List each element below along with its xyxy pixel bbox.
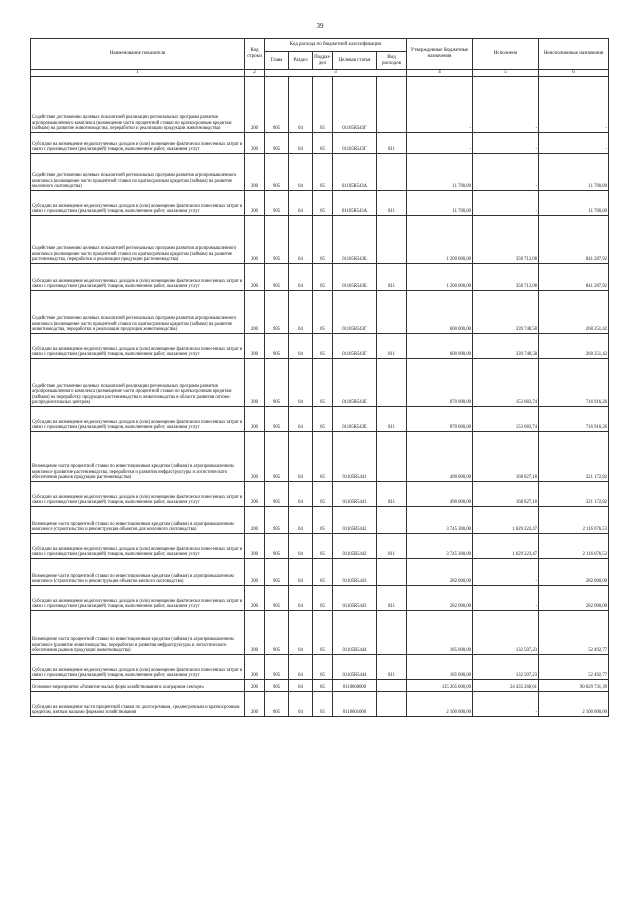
cell-indicator-name: Субсидии на возмещение недополученных доходов и (или) возмещение фактически понесенных затрат в связи с производством (реализацией) товаров, выполнением работ, оказанием услуг <box>31 407 245 432</box>
cell-approved: 3 745 300,00 <box>407 507 473 534</box>
cell-expense-type <box>377 611 407 655</box>
table-row <box>31 482 609 507</box>
cell-indicator-name: Содействие достижению целевых показателей региональных программ развития агропромышленного комплекса (возмещение части процентной ставки по краткосрочным кредитам (займам) на развитие животноводства, переработки и реализации продукции животноводства) <box>31 291 245 334</box>
header-razdel: Раздел <box>289 52 313 70</box>
cell-approved: - <box>407 77 473 133</box>
cell-podrazdel: 05 <box>313 534 333 559</box>
cell-line-code: 200 <box>245 507 265 534</box>
table-row <box>31 507 609 534</box>
cell-expense-type <box>377 680 407 692</box>
table-row <box>31 216 609 264</box>
cell-line-code: 200 <box>245 692 265 717</box>
cell-glava: 905 <box>265 77 289 133</box>
cell-executed: - <box>473 559 539 586</box>
cell-glava: 905 <box>265 133 289 154</box>
cell-unexecuted: - <box>539 133 609 154</box>
cell-podrazdel: 05 <box>313 611 333 655</box>
cell-razdel: 04 <box>289 507 313 534</box>
cell-executed: 339 748,58 <box>473 334 539 359</box>
cell-razdel: 04 <box>289 559 313 586</box>
cell-expense-type <box>377 291 407 334</box>
cell-line-code: 200 <box>245 133 265 154</box>
cell-expense-type: 811 <box>377 482 407 507</box>
cell-indicator-name: Возмещение части процентной ставки по инвестиционным кредитам (займам) в агропромышленном комплексе (строительство и реконструкция объектов для молочного скотоводства) <box>31 507 245 534</box>
cell-executed: 24 435 268,61 <box>473 680 539 692</box>
cell-podrazdel: 05 <box>313 432 333 482</box>
cell-razdel: 04 <box>289 534 313 559</box>
cell-line-code: 200 <box>245 482 265 507</box>
table-row <box>31 655 609 680</box>
column-number: 5 <box>473 70 539 77</box>
table-row <box>31 334 609 359</box>
cell-razdel: 04 <box>289 216 313 264</box>
header-glava: Глава <box>265 52 289 70</box>
cell-target-article: 01105R543Е <box>333 407 377 432</box>
cell-line-code: 200 <box>245 407 265 432</box>
header-line-code: Код строки <box>245 39 265 70</box>
header-budget-classification: Код расхода по бюджетной классификации <box>265 39 407 52</box>
cell-indicator-name: Субсидии на возмещение недополученных доходов и (или) возмещение фактически понесенных затрат в связи с производством (реализацией) товаров, выполнением работ, оказанием услуг <box>31 482 245 507</box>
cell-razdel: 04 <box>289 655 313 680</box>
cell-line-code: 200 <box>245 154 265 191</box>
cell-podrazdel: 05 <box>313 507 333 534</box>
cell-expense-type: 811 <box>377 334 407 359</box>
cell-executed: 168 827,18 <box>473 432 539 482</box>
cell-executed: 1 629 223,47 <box>473 534 539 559</box>
cell-target-article: 01105R5441 <box>333 482 377 507</box>
cell-executed: - <box>473 154 539 191</box>
table-row <box>31 77 609 133</box>
cell-expense-type: 811 <box>377 191 407 216</box>
cell-line-code: 200 <box>245 191 265 216</box>
cell-indicator-name: Содействие достижению целевых показателей региональных программ развития агропромышленного комплекса (возмещение части процентной ставки по краткосрочным кредитам (займам) на развитие молочного скотоводства) <box>31 154 245 191</box>
table-row <box>31 359 609 407</box>
header-approved: Утвержденные бюджетные назначения <box>407 39 473 70</box>
cell-podrazdel: 05 <box>313 586 333 611</box>
table-row <box>31 291 609 334</box>
cell-approved: 282 000,00 <box>407 559 473 586</box>
cell-target-article: 01105R543Б <box>333 216 377 264</box>
column-number: 4 <box>407 70 473 77</box>
cell-podrazdel: 05 <box>313 264 333 291</box>
cell-expense-type <box>377 507 407 534</box>
cell-expense-type <box>377 154 407 191</box>
cell-line-code: 200 <box>245 655 265 680</box>
header-executed: Исполнено <box>473 39 539 70</box>
column-number: 1 <box>31 70 245 77</box>
cell-podrazdel: 05 <box>313 216 333 264</box>
cell-approved: 3 745 300,00 <box>407 534 473 559</box>
cell-expense-type: 811 <box>377 586 407 611</box>
table-row <box>31 611 609 655</box>
cell-indicator-name: Возмещение части процентной ставки по инвестиционным кредитам (займам) в агропромышленном комплексе (строительство и реконструкция объектов мясного скотоводства) <box>31 559 245 586</box>
table-row <box>31 133 609 154</box>
cell-executed: - <box>473 133 539 154</box>
column-number: 3 <box>265 70 407 77</box>
cell-approved: - <box>407 133 473 154</box>
cell-unexecuted: 841 287,92 <box>539 264 609 291</box>
cell-razdel: 04 <box>289 291 313 334</box>
cell-indicator-name: Субсидии на возмещение недополученных доходов и (или) возмещение фактически понесенных затрат в связи с производством (реализацией) товаров, выполнением работ, оказанием услуг <box>31 133 245 154</box>
header-indicator-name: Наименование показателя <box>31 39 245 70</box>
cell-executed: 132 507,23 <box>473 611 539 655</box>
cell-podrazdel: 05 <box>313 680 333 692</box>
cell-unexecuted: 2 116 076,53 <box>539 507 609 534</box>
cell-glava: 905 <box>265 154 289 191</box>
cell-podrazdel: 05 <box>313 359 333 407</box>
cell-glava: 905 <box>265 216 289 264</box>
cell-glava: 905 <box>265 264 289 291</box>
cell-expense-type <box>377 559 407 586</box>
cell-glava: 905 <box>265 432 289 482</box>
cell-podrazdel: 05 <box>313 334 333 359</box>
cell-approved: 2 100 000,00 <box>407 692 473 717</box>
cell-executed: 168 827,18 <box>473 482 539 507</box>
cell-expense-type <box>377 77 407 133</box>
table-body <box>31 77 609 717</box>
cell-target-article: 01105R5444 <box>333 611 377 655</box>
cell-podrazdel: 05 <box>313 191 333 216</box>
cell-podrazdel: 05 <box>313 692 333 717</box>
cell-expense-type: 811 <box>377 133 407 154</box>
cell-indicator-name: Субсидии на возмещение недополученных доходов и (или) возмещение фактически понесенных затрат в связи с производством (реализацией) товаров, выполнением работ, оказанием услуг <box>31 586 245 611</box>
cell-indicator-name: Субсидии на возмещение недополученных доходов и (или) возмещение фактически понесенных затрат в связи с производством (реализацией) товаров, выполнением работ, оказанием услуг <box>31 655 245 680</box>
cell-razdel: 04 <box>289 359 313 407</box>
cell-razdel: 04 <box>289 154 313 191</box>
cell-line-code: 200 <box>245 264 265 291</box>
cell-executed: 153 083,74 <box>473 407 539 432</box>
cell-expense-type <box>377 432 407 482</box>
cell-line-code: 200 <box>245 291 265 334</box>
table-row <box>31 432 609 482</box>
cell-target-article: 01105R543Г <box>333 334 377 359</box>
cell-approved: 490 000,00 <box>407 432 473 482</box>
cell-indicator-name: Субсидии на возмещение недополученных доходов и (или) возмещение фактически понесенных затрат в связи с производством (реализацией) товаров, выполнением работ, оказанием услуг <box>31 264 245 291</box>
cell-indicator-name: Субсидии на возмещение недополученных доходов и (или) возмещение фактически понесенных затрат в связи с производством (реализацией) товаров, выполнением работ, оказанием услуг <box>31 334 245 359</box>
cell-razdel: 04 <box>289 586 313 611</box>
cell-approved: 600 000,00 <box>407 291 473 334</box>
cell-approved: 282 000,00 <box>407 586 473 611</box>
cell-razdel: 04 <box>289 191 313 216</box>
cell-executed: - <box>473 692 539 717</box>
cell-podrazdel: 05 <box>313 407 333 432</box>
table-row <box>31 586 609 611</box>
cell-razdel: 04 <box>289 334 313 359</box>
cell-approved: 11 700,00 <box>407 154 473 191</box>
cell-approved: 185 000,00 <box>407 611 473 655</box>
cell-unexecuted: 321 172,82 <box>539 432 609 482</box>
cell-indicator-name: Содействие достижению целевых показателей региональных программ развития агропромышленного комплекса (возмещение части процентной ставки по краткосрочным кредитам (займам) на развитие растениеводства, переработки и реализации продукции растениеводства) <box>31 216 245 264</box>
cell-approved: 870 000,00 <box>407 407 473 432</box>
cell-target-article: 01105R5442 <box>333 507 377 534</box>
cell-glava: 905 <box>265 586 289 611</box>
cell-line-code: 200 <box>245 534 265 559</box>
cell-executed: 339 748,58 <box>473 291 539 334</box>
cell-target-article: 01105R543Г <box>333 77 377 133</box>
cell-unexecuted: 260 251,42 <box>539 291 609 334</box>
expenditure-table <box>30 38 609 717</box>
cell-approved: 115 265 000,00 <box>407 680 473 692</box>
cell-indicator-name: Возмещение части процентной ставки по инвестиционным кредитам (займам) в агропромышленном комплексе (развитие растениеводства, переработки и развития инфраструктуры и логистического обеспечения рынков продукции растениеводства) <box>31 432 245 482</box>
column-number: 6 <box>539 70 609 77</box>
cell-expense-type: 811 <box>377 655 407 680</box>
cell-approved: 11 700,00 <box>407 191 473 216</box>
table-row <box>31 191 609 216</box>
cell-executed: 1 629 223,47 <box>473 507 539 534</box>
cell-glava: 905 <box>265 692 289 717</box>
cell-podrazdel: 05 <box>313 482 333 507</box>
cell-indicator-name: Субсидии на возмещение недополученных доходов и (или) возмещение фактически понесенных затрат в связи с производством (реализацией) товаров, выполнением работ, оказанием услуг <box>31 191 245 216</box>
table-row <box>31 154 609 191</box>
cell-glava: 905 <box>265 334 289 359</box>
cell-unexecuted: 321 172,82 <box>539 482 609 507</box>
cell-target-article: 0110601000 <box>333 692 377 717</box>
cell-target-article: 01105R5444 <box>333 655 377 680</box>
cell-glava: 905 <box>265 559 289 586</box>
header-podrazdel: Подраз-дел <box>313 52 333 70</box>
cell-razdel: 04 <box>289 432 313 482</box>
column-numbers-row <box>31 70 609 77</box>
header-unexecuted: Неисполненные назначения <box>539 39 609 70</box>
cell-indicator-name: Содействие достижению целевых показателей реализации региональных программ развития агропромышленного комплекса (возмещение части процентной ставки по краткосрочным кредитам (займам) на развитие животноводства, переработки и реализации продукции животноводства) <box>31 77 245 133</box>
cell-target-article: 0110600000 <box>333 680 377 692</box>
cell-approved: 1 200 000,00 <box>407 216 473 264</box>
cell-podrazdel: 05 <box>313 154 333 191</box>
cell-executed: 358 712,08 <box>473 264 539 291</box>
cell-expense-type <box>377 216 407 264</box>
cell-razdel: 04 <box>289 692 313 717</box>
cell-indicator-name: Возмещение части процентной ставки по инвестиционным кредитам (займам) в агропромышленном комплексе (развитие животноводства, переработки и развития инфраструктуры и логистического обеспечения рынков продукции животноводства) <box>31 611 245 655</box>
cell-executed: 358 712,08 <box>473 216 539 264</box>
cell-unexecuted: 11 700,00 <box>539 191 609 216</box>
cell-expense-type: 811 <box>377 407 407 432</box>
cell-indicator-name: Содействие достижению целевых показателей реализации региональных программ развития агропромышленного комплекса (возмещение части процентной ставки по краткосрочным кредитам (займам) на переработку продукции растениеводства и животноводства в области развития оптово-распределительных центров) <box>31 359 245 407</box>
table-row <box>31 264 609 291</box>
cell-razdel: 04 <box>289 611 313 655</box>
cell-unexecuted: 282 000,00 <box>539 586 609 611</box>
cell-unexecuted: 52 492,77 <box>539 655 609 680</box>
cell-line-code: 200 <box>245 359 265 407</box>
cell-razdel: 04 <box>289 680 313 692</box>
cell-indicator-name: Субсидии на возмещение недополученных доходов и (или) возмещение фактически понесенных затрат в связи с производством (реализацией) товаров, выполнением работ, оказанием услуг <box>31 534 245 559</box>
table-row <box>31 680 609 692</box>
cell-unexecuted: 841 287,92 <box>539 216 609 264</box>
cell-line-code: 200 <box>245 334 265 359</box>
cell-executed: 153 083,74 <box>473 359 539 407</box>
cell-target-article: 01105R543Е <box>333 359 377 407</box>
column-number: 2 <box>245 70 265 77</box>
cell-unexecuted: 716 916,26 <box>539 359 609 407</box>
cell-glava: 905 <box>265 534 289 559</box>
cell-unexecuted: 716 916,26 <box>539 407 609 432</box>
cell-podrazdel: 05 <box>313 655 333 680</box>
cell-podrazdel: 05 <box>313 133 333 154</box>
page-number: 39 <box>316 22 324 30</box>
cell-glava: 905 <box>265 191 289 216</box>
cell-target-article: 01105R543А <box>333 191 377 216</box>
cell-target-article: 01105R543Б <box>333 264 377 291</box>
cell-expense-type: 811 <box>377 264 407 291</box>
cell-expense-type: 811 <box>377 534 407 559</box>
cell-razdel: 04 <box>289 407 313 432</box>
cell-unexecuted: 90 829 731,39 <box>539 680 609 692</box>
cell-razdel: 04 <box>289 77 313 133</box>
cell-indicator-name: Субсидии на возмещение части процентной ставки по долгосрочным, среднесрочным и краткосрочным кредитам, взятым малыми формами хозяйствования <box>31 692 245 717</box>
cell-approved: 1 200 000,00 <box>407 264 473 291</box>
cell-podrazdel: 05 <box>313 559 333 586</box>
cell-target-article: 01105R5443 <box>333 559 377 586</box>
cell-expense-type <box>377 359 407 407</box>
cell-glava: 905 <box>265 507 289 534</box>
header-expense-type: Вид расходов <box>377 52 407 70</box>
cell-approved: 490 000,00 <box>407 482 473 507</box>
table-row <box>31 692 609 717</box>
cell-glava: 905 <box>265 291 289 334</box>
cell-glava: 905 <box>265 680 289 692</box>
cell-line-code: 200 <box>245 611 265 655</box>
cell-unexecuted: 260 251,42 <box>539 334 609 359</box>
cell-glava: 905 <box>265 482 289 507</box>
cell-executed: 132 507,23 <box>473 655 539 680</box>
cell-approved: 600 000,00 <box>407 334 473 359</box>
cell-podrazdel: 05 <box>313 77 333 133</box>
header-target-article: Целевая статья <box>333 52 377 70</box>
cell-executed: - <box>473 586 539 611</box>
table-row <box>31 534 609 559</box>
cell-executed: - <box>473 191 539 216</box>
cell-target-article: 01105R5442 <box>333 534 377 559</box>
cell-line-code: 200 <box>245 680 265 692</box>
cell-podrazdel: 05 <box>313 291 333 334</box>
cell-glava: 905 <box>265 611 289 655</box>
cell-target-article: 01105R543Г <box>333 133 377 154</box>
cell-expense-type <box>377 692 407 717</box>
cell-unexecuted: 52 492,77 <box>539 611 609 655</box>
cell-razdel: 04 <box>289 264 313 291</box>
cell-unexecuted: 282 000,00 <box>539 559 609 586</box>
cell-target-article: 01105R5441 <box>333 432 377 482</box>
cell-line-code: 200 <box>245 432 265 482</box>
cell-line-code: 200 <box>245 77 265 133</box>
cell-unexecuted: - <box>539 77 609 133</box>
cell-unexecuted: 2 100 000,00 <box>539 692 609 717</box>
cell-line-code: 200 <box>245 559 265 586</box>
table-row <box>31 559 609 586</box>
cell-glava: 905 <box>265 407 289 432</box>
cell-razdel: 04 <box>289 133 313 154</box>
cell-approved: 185 000,00 <box>407 655 473 680</box>
cell-target-article: 01105R5443 <box>333 586 377 611</box>
table-row <box>31 407 609 432</box>
cell-line-code: 200 <box>245 216 265 264</box>
cell-indicator-name: Основное мероприятие «Развитие малых форм хозяйствования в асаграрном секторе» <box>31 680 245 692</box>
cell-glava: 905 <box>265 655 289 680</box>
cell-razdel: 04 <box>289 482 313 507</box>
cell-approved: 870 000,00 <box>407 359 473 407</box>
cell-unexecuted: 2 116 076,53 <box>539 534 609 559</box>
cell-unexecuted: 11 700,00 <box>539 154 609 191</box>
cell-target-article: 01105R543А <box>333 154 377 191</box>
cell-glava: 905 <box>265 359 289 407</box>
cell-executed: - <box>473 77 539 133</box>
cell-target-article: 01105R543Г <box>333 291 377 334</box>
cell-line-code: 200 <box>245 586 265 611</box>
